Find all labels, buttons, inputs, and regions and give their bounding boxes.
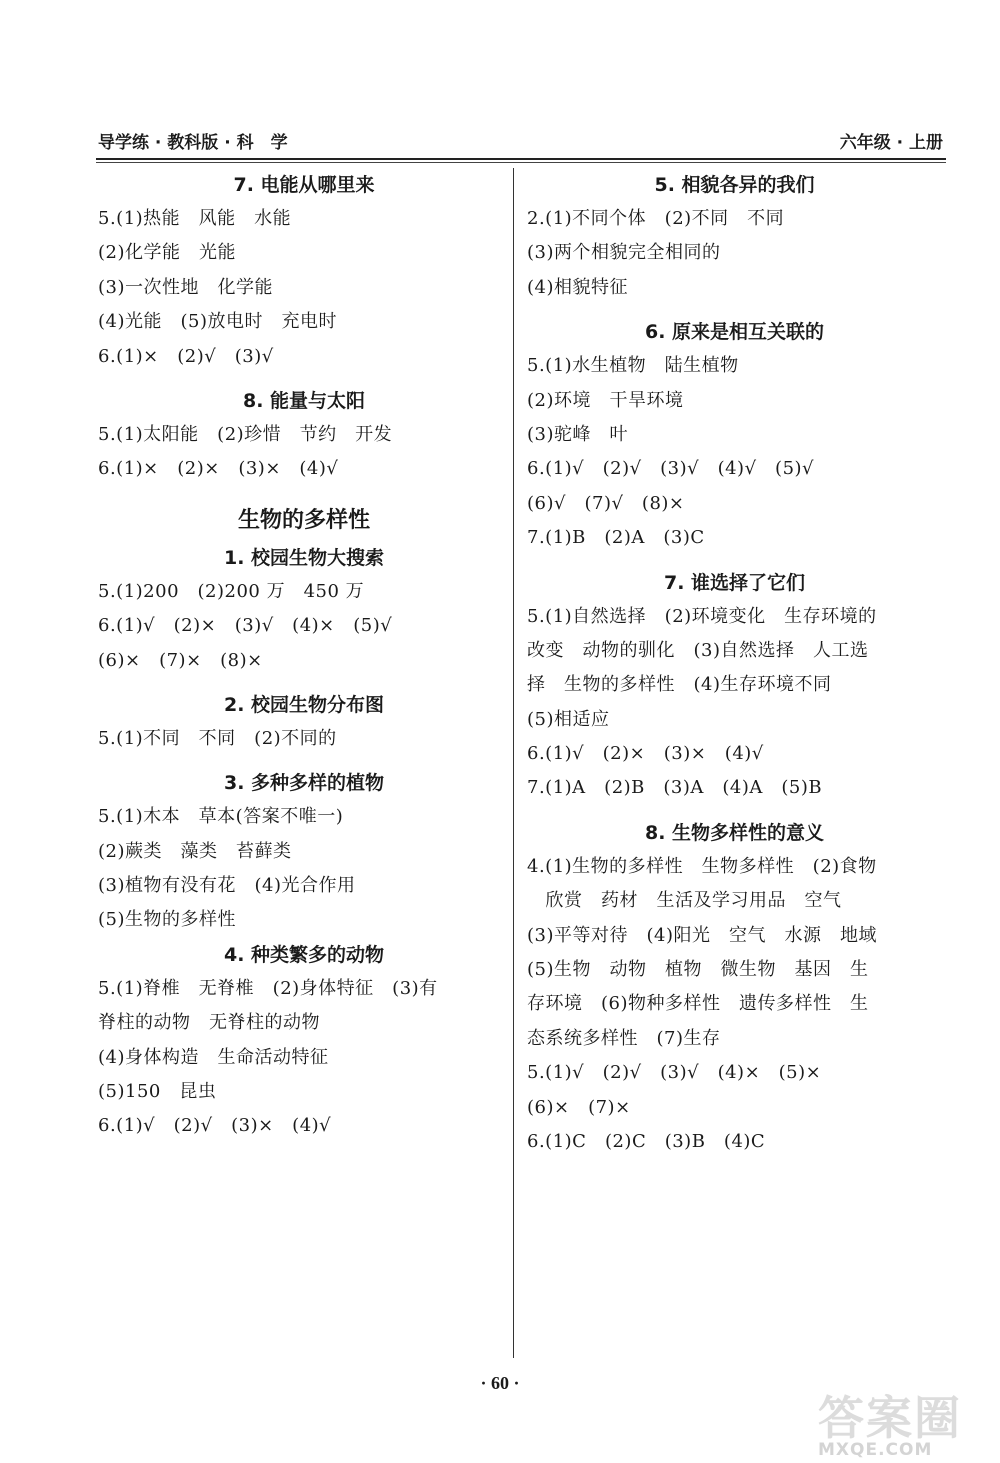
answer-line: (3)两个相貌完全相同的 bbox=[527, 242, 721, 264]
answer-line: (2)环境 干旱环境 bbox=[527, 389, 684, 411]
answer-line: (5)150 昆虫 bbox=[98, 1081, 217, 1103]
header-grade: 六年级 · 上册 bbox=[839, 133, 943, 153]
answer-line: (2)蕨类 藻类 苔藓类 bbox=[98, 840, 292, 862]
answer-line: (5)生物 动物 植物 微生物 基因 生 bbox=[527, 959, 869, 981]
answer-line: 存环境 (6)物种多样性 遗传多样性 生 bbox=[527, 993, 869, 1015]
answer-line: (4)光能 (5)放电时 充电时 bbox=[98, 311, 337, 333]
answer-line: (4)相貌特征 bbox=[527, 276, 628, 298]
section-title: 4. 种类繁多的动物 bbox=[223, 943, 385, 966]
answer-line: 脊柱的动物 无脊柱的动物 bbox=[98, 1012, 320, 1034]
answer-line: 2.(1)不同个体 (2)不同 不同 bbox=[527, 208, 785, 229]
answer-line: (6)√ (7)√ (8)× bbox=[527, 492, 685, 514]
answer-line: 5.(1)自然选择 (2)环境变化 生存环境的 bbox=[527, 605, 877, 627]
answer-line: 7.(1)B (2)A (3)C bbox=[527, 527, 705, 549]
answer-line: 改变 动物的驯化 (3)自然选择 人工选 bbox=[527, 639, 869, 661]
spacer bbox=[98, 678, 510, 688]
spacer bbox=[527, 556, 942, 566]
answer-line: (6)× (7)× (8)× bbox=[98, 649, 263, 671]
section-title: 7. 谁选择了它们 bbox=[663, 571, 806, 594]
answer-line: 5.(1)太阳能 (2)珍惜 节约 开发 bbox=[98, 423, 393, 445]
page-header bbox=[98, 128, 943, 154]
answer-line: 5.(1)热能 风能 水能 bbox=[98, 208, 292, 229]
answer-line: (3)驼峰 叶 bbox=[527, 423, 628, 445]
answer-line: (6)× (7)× bbox=[527, 1096, 631, 1118]
section-title: 5. 相貌各异的我们 bbox=[654, 174, 815, 196]
answer-line: 6.(1)× (2)× (3)× (4)√ bbox=[98, 458, 339, 480]
answer-line: 择 生物的多样性 (4)生存环境不同 bbox=[527, 674, 832, 696]
answer-line: 6.(1)√ (2)√ (3)× (4)√ bbox=[98, 1115, 332, 1137]
watermark-chars: 答案圈 bbox=[818, 1391, 962, 1445]
column-divider bbox=[513, 168, 514, 1358]
spacer bbox=[98, 487, 510, 497]
answer-line: (2)化学能 光能 bbox=[98, 242, 236, 264]
header-rule bbox=[96, 158, 946, 160]
answer-line: 5.(1)水生植物 陆生植物 bbox=[527, 355, 739, 377]
answer-line: 6.(1)× (2)√ (3)√ bbox=[98, 345, 274, 367]
spacer bbox=[527, 806, 942, 816]
page-number: · 60 · bbox=[480, 1373, 520, 1393]
answer-line: 态系统多样性 (7)生存 bbox=[527, 1027, 721, 1049]
right-column bbox=[527, 168, 942, 1159]
section-title: 8. 能量与太阳 bbox=[242, 389, 366, 412]
answer-line: 4.(1)生物的多样性 生物多样性 (2)食物 bbox=[527, 855, 877, 877]
section-title: 3. 多种多样的植物 bbox=[223, 772, 385, 795]
section-title: 2. 校园生物分布图 bbox=[223, 693, 385, 716]
answer-line: 5.(1)木本 草本(答案不唯一) bbox=[98, 806, 344, 828]
unit-title: 生物的多样性 bbox=[237, 507, 370, 533]
watermark-logo bbox=[818, 1391, 988, 1460]
answer-line: (5)生物的多样性 bbox=[98, 909, 236, 931]
answer-line: (3)平等对待 (4)阳光 空气 水源 地域 bbox=[527, 924, 877, 946]
answer-line: 5.(1)不同 不同 (2)不同的 bbox=[98, 727, 337, 749]
answer-line: 7.(1)A (2)B (3)A (4)A (5)B bbox=[527, 777, 823, 799]
section-title: 1. 校园生物大搜索 bbox=[223, 546, 385, 569]
answer-line: (3)一次性地 化学能 bbox=[98, 276, 273, 298]
header-book-title: 导学练 · 教科版 · 科 学 bbox=[98, 133, 288, 153]
spacer bbox=[98, 756, 510, 766]
answer-line: (4)身体构造 生命活动特征 bbox=[98, 1046, 329, 1068]
section-title: 8. 生物多样性的意义 bbox=[644, 821, 825, 844]
answer-line: 6.(1)√ (2)× (3)× (4)√ bbox=[527, 743, 764, 765]
answer-line: (5)相适应 bbox=[527, 708, 610, 730]
spacer bbox=[98, 374, 510, 384]
section-title: 6. 原来是相互关联的 bbox=[644, 321, 825, 344]
header-rule-thin bbox=[96, 162, 946, 163]
answer-line: 5.(1)脊椎 无脊椎 (2)身体特征 (3)有 bbox=[98, 977, 438, 999]
left-column bbox=[98, 168, 510, 1144]
answer-line: 6.(1)√ (2)× (3)√ (4)× (5)√ bbox=[98, 615, 393, 637]
section-title: 7. 电能从哪里来 bbox=[233, 174, 375, 196]
answer-line: 6.(1)C (2)C (3)B (4)C bbox=[527, 1130, 766, 1152]
answer-line: (3)植物有没有花 (4)光合作用 bbox=[98, 875, 356, 897]
answer-line: 6.(1)√ (2)√ (3)√ (4)√ (5)√ bbox=[527, 458, 815, 480]
spacer bbox=[527, 305, 942, 315]
answer-line: 欣赏 药材 生活及学习用品 空气 bbox=[527, 890, 842, 912]
watermark-url: MXQE.COM bbox=[818, 1440, 933, 1460]
answer-line: 5.(1)√ (2)√ (3)√ (4)× (5)× bbox=[527, 1062, 822, 1084]
answer-line: 5.(1)200 (2)200 万 450 万 bbox=[98, 580, 365, 602]
